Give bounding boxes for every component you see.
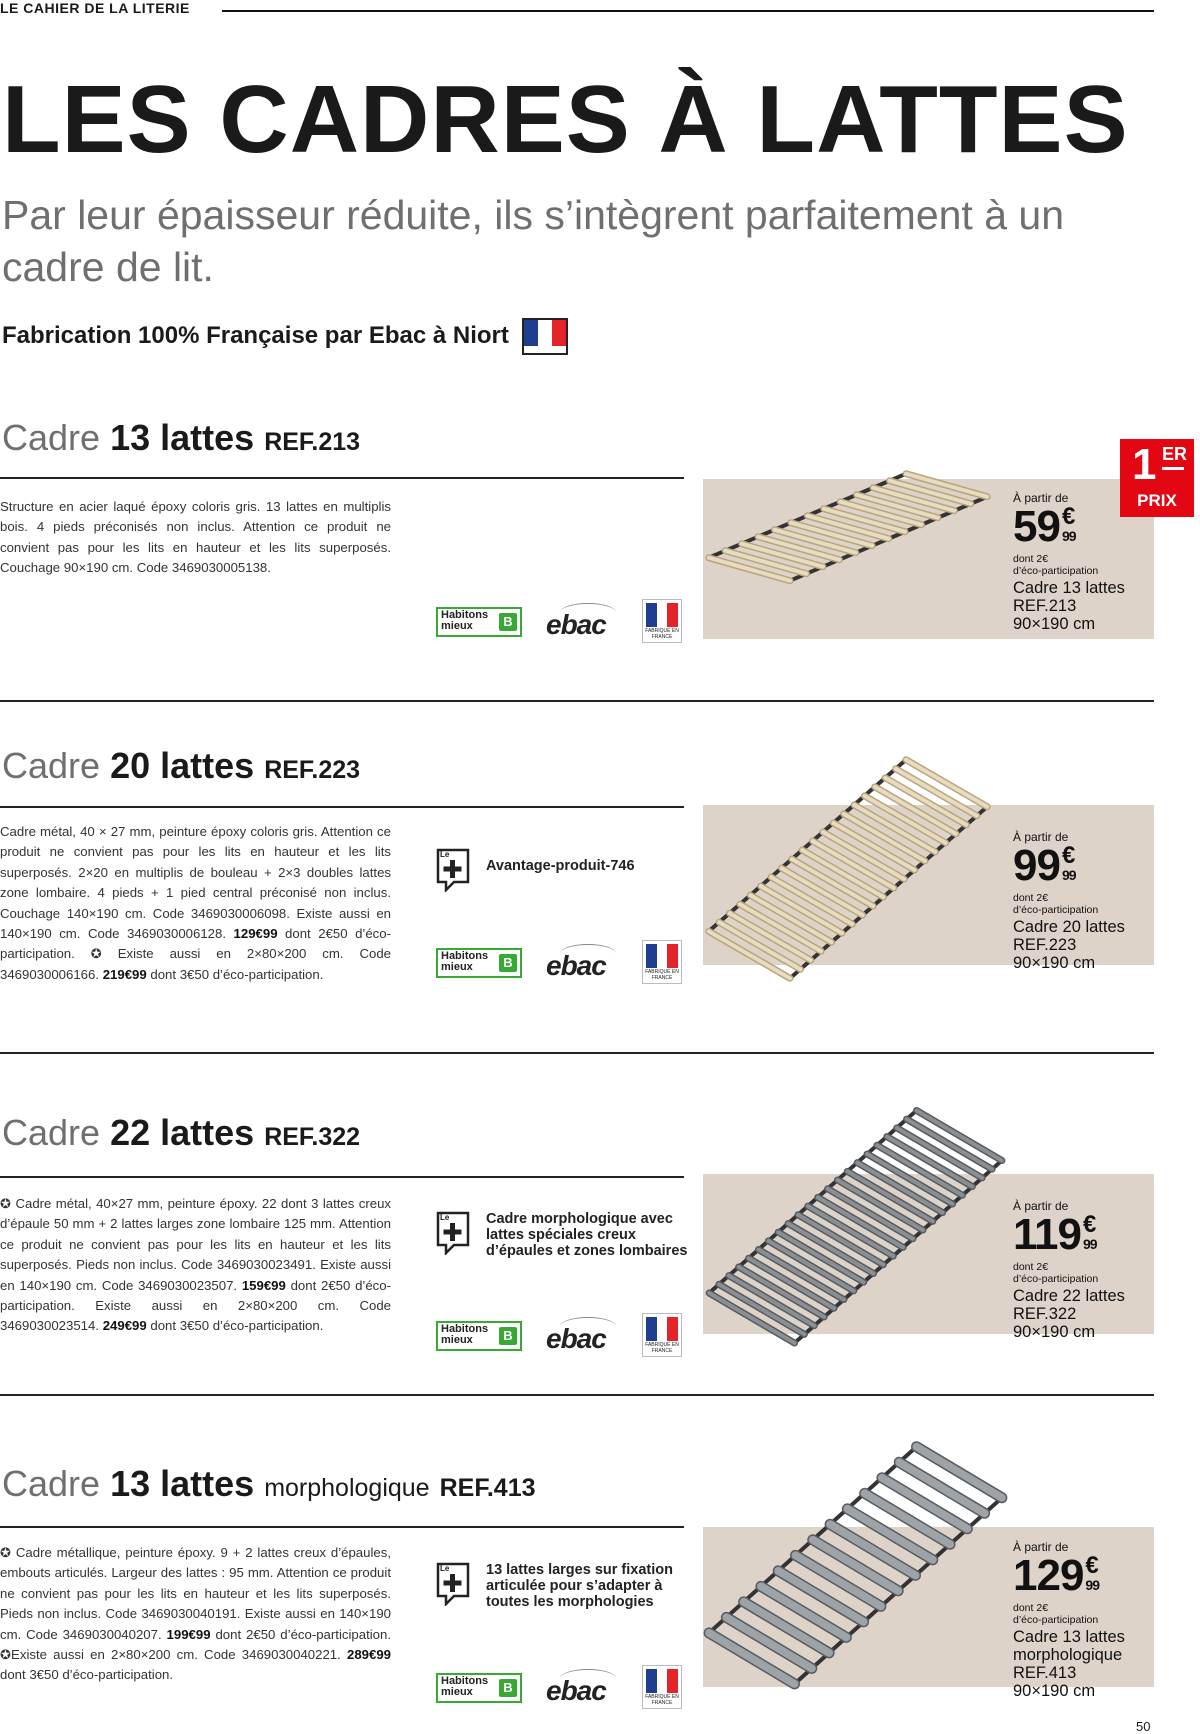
product-reference: REF.322 — [264, 1123, 361, 1151]
frame-slat — [917, 1447, 1002, 1498]
price-from-label: À partir de — [1013, 1199, 1069, 1213]
eco-participation-amount: dont 2€ — [1013, 553, 1049, 565]
eco-participation-amount: dont 2€ — [1013, 1602, 1049, 1614]
price-cents: 99 — [1082, 1236, 1097, 1252]
product-title-prefix: Cadre — [2, 1463, 101, 1504]
ebac-logo: ebac — [546, 950, 606, 981]
variant-price: 289€99 — [346, 1647, 391, 1663]
price-from-label: À partir de — [1013, 1540, 1069, 1554]
badge-label: PRIX — [1137, 491, 1177, 510]
variant-price: 129€99 — [233, 926, 278, 942]
price-cents: 99 — [1085, 1577, 1099, 1593]
price-euros: 129 — [1013, 1551, 1084, 1600]
price-product-name: REF.213 — [1013, 597, 1077, 615]
first-price-badge — [1120, 439, 1194, 517]
variant-price: 219€99 — [102, 966, 147, 982]
price-amount — [1013, 841, 1125, 890]
section-separator — [0, 1052, 1154, 1054]
frame-slat — [813, 1540, 898, 1591]
description-text: Structure en acier laqué époxy coloris gris. 13 lattes en multiplis bois. 4 pieds préconisés non inclus. Attention ce produit ne convient pas pour les lits en hauteur et les lits superposés. Couchage 90×190 cm. Code 3469030005138. — [0, 499, 391, 576]
price-product-name: morphologique — [1013, 1646, 1123, 1664]
price-product-name: REF.322 — [1013, 1305, 1077, 1323]
price-currency — [1085, 1552, 1099, 1593]
badge-suffix: ER — [1162, 444, 1188, 464]
made-in-france-logo — [642, 1313, 682, 1357]
frame-slat — [899, 1462, 984, 1513]
advantage-plus-icon — [436, 848, 470, 890]
frame-slat — [709, 1633, 794, 1684]
product-title — [2, 417, 360, 459]
habitons-mieux-logo — [436, 948, 522, 978]
price-product-name: REF.413 — [1013, 1664, 1077, 1682]
description-text: ✪ Cadre métal, 40×27 mm, peinture époxy. 22 dont 3 lattes creux d’épaule 50 mm + 2 lattes larges zone lombaire 125 mm. Attention ce produit ne convient pas pour les lits en hauteur et les lits superposés. Pieds non inclus. Code 3469030023491. Existe aussi en 140×190 cm. Code 3469030023507. — [0, 1196, 391, 1293]
product-title — [2, 745, 360, 787]
frame-slat — [796, 1555, 881, 1606]
advantage-plus-icon — [436, 1562, 470, 1604]
made-in-france-logo — [642, 940, 682, 984]
made-in-france-text: FABRIQUÉ EN FRANCE — [645, 1342, 679, 1354]
advantage-text: 13 lattes larges sur fixation articulée pour s’adapter à toutes les morphologies — [486, 1562, 673, 1610]
eco-participation-label: d’éco-participation — [1013, 1614, 1099, 1626]
title-rule — [0, 477, 684, 479]
product-title-prefix: Cadre — [2, 745, 101, 786]
price-amount — [1013, 1551, 1125, 1600]
description-text: dont 2€50 d’éco-participation. ✪Existe aussi en 2×80×200 cm. Code 3469030040221. — [0, 1626, 391, 1663]
description-text: ✪ Cadre métallique, peinture époxy. 9 + 2 lattes creux d’épaules, embouts articulés. Largeur des lattes : 95 mm. Attention ce produit ne convient pas pour les lits en hauteur et les lits superposés. Pieds non inclus. Code 3469030040191. Existe aussi en 140×190 cm. Code 3469030040207. — [0, 1545, 391, 1642]
price-currency — [1061, 842, 1076, 883]
title-rule — [0, 1176, 684, 1178]
fabrication-line — [2, 318, 568, 355]
price-currency — [1082, 1211, 1097, 1252]
made-in-france-text: FABRIQUÉ EN FRANCE — [645, 628, 679, 640]
french-flag-icon — [522, 318, 568, 355]
advantage-text: Avantage-produit-746 — [486, 858, 635, 874]
badge-number: 1 — [1132, 440, 1157, 489]
habitons-mieux-logo — [436, 1321, 522, 1351]
french-flag-icon — [646, 944, 678, 968]
made-in-france-text: FABRIQUÉ EN FRANCE — [645, 1694, 679, 1706]
product-reference: REF.213 — [264, 428, 361, 456]
product-description — [0, 497, 391, 579]
price-currency-symbol: € — [1085, 1552, 1098, 1579]
product-title-prefix: Cadre — [2, 1112, 101, 1153]
price-cents: 99 — [1061, 528, 1076, 544]
habitons-mieux-text: Habitons mieux — [441, 1675, 489, 1698]
eco-leaf-icon: B — [499, 954, 517, 972]
description-text: dont 2€50 d’éco-participation. ✪ Existe aussi en 2×80×200 cm. Code 3469030006166. — [0, 926, 391, 982]
variant-price: 199€99 — [166, 1626, 211, 1642]
frame-slat — [847, 1509, 932, 1560]
price-product-name: Cadre 20 lattes — [1013, 918, 1125, 936]
advantage-icon-label: Le — [440, 1564, 450, 1573]
slatted-frame-image — [703, 748, 993, 983]
frame-slat — [726, 1617, 811, 1668]
description-text: dont 3€50 d’éco-participation. — [146, 1318, 324, 1334]
habitons-mieux-logo — [436, 607, 522, 637]
frame-slat — [744, 1602, 829, 1653]
price-block — [1013, 1199, 1125, 1341]
page-number: 50 — [1136, 1719, 1151, 1734]
made-in-france-logo — [642, 1665, 682, 1709]
ebac-logo: ebac — [546, 1675, 606, 1706]
product-reference: REF.413 — [439, 1474, 536, 1502]
ebac-logo: ebac — [546, 609, 606, 640]
section-rule — [222, 10, 1154, 12]
eco-participation-amount: dont 2€ — [1013, 892, 1049, 904]
price-product-name: REF.223 — [1013, 936, 1077, 954]
price-from-label: À partir de — [1013, 491, 1069, 505]
slatted-frame-image — [703, 1434, 1008, 1689]
price-product-name: 90×190 cm — [1013, 954, 1096, 972]
description-text: dont 3€50 d’éco-participation. — [146, 966, 324, 982]
certification-logos — [436, 940, 684, 984]
price-cents: 99 — [1061, 867, 1076, 883]
description-text: dont 2€50 d’éco-participation. Existe aussi en 2×80×200 cm. Code 3469030023514. — [0, 1277, 391, 1334]
price-product-name: Cadre 22 lattes — [1013, 1287, 1125, 1305]
price-amount — [1013, 1210, 1125, 1259]
advantage-icon-label: Le — [440, 1213, 450, 1222]
made-in-france-logo — [642, 599, 682, 643]
eco-leaf-icon: B — [499, 613, 517, 631]
slatted-frame-image — [703, 1098, 1008, 1348]
price-block — [1013, 1540, 1125, 1700]
page-title: LES CADRES À LATTES — [2, 66, 1129, 173]
section-separator — [0, 700, 1154, 702]
price-currency-symbol: € — [1061, 503, 1075, 530]
eco-participation-label: d’éco-participation — [1013, 565, 1099, 577]
french-flag-icon — [646, 1669, 678, 1693]
product-title-slats: 13 lattes — [110, 1463, 255, 1504]
product-title-slats: 13 lattes — [110, 417, 255, 458]
slatted-frame-image — [703, 468, 993, 583]
eco-participation-label: d’éco-participation — [1013, 1273, 1099, 1285]
eco-leaf-icon: B — [499, 1679, 517, 1697]
frame-slat — [761, 1586, 846, 1637]
product-description — [0, 1543, 391, 1686]
price-euros: 119 — [1013, 1210, 1081, 1259]
habitons-mieux-text: Habitons mieux — [441, 1323, 489, 1346]
price-product-name: 90×190 cm — [1013, 1323, 1096, 1341]
price-block — [1013, 830, 1125, 972]
certification-logos — [436, 599, 684, 643]
product-description — [0, 1194, 391, 1337]
title-rule — [0, 806, 684, 808]
price-currency-symbol: € — [1061, 842, 1075, 869]
advantage-text: Cadre morphologique avec lattes spéciales creux d’épaules et zones lombaires — [486, 1211, 688, 1259]
price-block — [1013, 491, 1125, 633]
frame-slat — [830, 1524, 915, 1575]
frame-slat — [865, 1493, 950, 1544]
price-product-name: Cadre 13 lattes — [1013, 579, 1125, 597]
french-flag-icon — [646, 1317, 678, 1341]
product-title — [2, 1463, 536, 1505]
eco-leaf-icon: B — [499, 1327, 517, 1345]
frame-slat — [882, 1478, 967, 1529]
product-title-slats: 20 lattes — [110, 745, 255, 786]
price-euros: 59 — [1013, 502, 1060, 551]
price-euros: 99 — [1013, 841, 1060, 890]
made-in-france-text: FABRIQUÉ EN FRANCE — [645, 969, 679, 981]
price-product-name: 90×190 cm — [1013, 615, 1096, 633]
french-flag-icon — [646, 603, 678, 627]
frame-slat — [778, 1571, 863, 1622]
description-text: dont 3€50 d’éco-participation. — [0, 1667, 174, 1683]
fabrication-text: Fabrication 100% Française par Ebac à Niort — [2, 321, 509, 349]
product-reference: REF.223 — [264, 756, 361, 784]
certification-logos — [436, 1665, 684, 1709]
price-currency-symbol: € — [1082, 1211, 1096, 1238]
price-product-name: 90×190 cm — [1013, 1682, 1096, 1700]
eco-participation-amount: dont 2€ — [1013, 1261, 1049, 1273]
product-title-extra: morphologique — [264, 1474, 430, 1502]
section-separator — [0, 1394, 1154, 1396]
eco-participation-label: d’éco-participation — [1013, 904, 1099, 916]
advantage-icon-label: Le — [440, 850, 450, 859]
description-text: Cadre métal, 40 × 27 mm, peinture époxy coloris gris. Attention ce produit ne convient pas pour les lits en hauteur et les lits superposés. 2×20 en multiplis de bouleau + 2×3 doubles lattes zone lombaire. 4 pieds + 1 pied central préconisé non inclus. Couchage 140×190 cm. Code 3469030006098. Existe aussi en 140×190 cm. Code 3469030006128. — [0, 824, 391, 942]
product-title-slats: 22 lattes — [110, 1112, 255, 1153]
habitons-mieux-logo — [436, 1673, 522, 1703]
price-product-name: Cadre 13 lattes — [1013, 1628, 1125, 1646]
habitons-mieux-text: Habitons mieux — [441, 950, 489, 973]
price-currency — [1061, 503, 1076, 544]
product-title-prefix: Cadre — [2, 417, 101, 458]
page-subtitle: Par leur épaisseur réduite, ils s’intègrent parfaitement à un cadre de lit. — [2, 192, 1065, 290]
price-amount — [1013, 502, 1125, 551]
variant-price: 159€99 — [241, 1277, 286, 1293]
habitons-mieux-text: Habitons mieux — [441, 609, 489, 632]
product-description — [0, 822, 391, 985]
section-label: LE CAHIER DE LA LITERIE — [0, 0, 190, 16]
ebac-logo: ebac — [546, 1323, 606, 1354]
product-title — [2, 1112, 360, 1154]
price-from-label: À partir de — [1013, 830, 1069, 844]
variant-price: 249€99 — [102, 1318, 147, 1334]
advantage-plus-icon — [436, 1211, 470, 1253]
title-rule — [0, 1526, 684, 1528]
certification-logos — [436, 1313, 684, 1357]
